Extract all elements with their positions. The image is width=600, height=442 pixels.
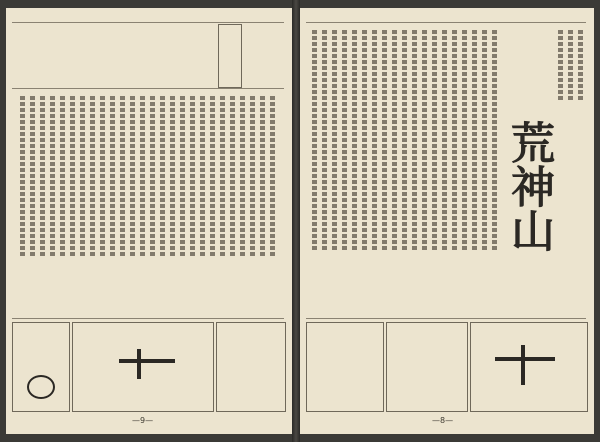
right-cast-column (422, 30, 427, 250)
left-text-column (110, 96, 115, 256)
title-main: 荒神山 (503, 120, 554, 252)
right-cast-column (342, 30, 347, 250)
right-cast-column (462, 30, 467, 250)
right-cast-column (492, 30, 497, 250)
right-cast-column (362, 30, 367, 250)
right-cast-column (432, 30, 437, 250)
left-text-column (100, 96, 105, 256)
right-cast-column (332, 30, 337, 250)
left-text-column (90, 96, 95, 256)
right-ad-rule (306, 318, 586, 319)
right-cast-column (382, 30, 387, 250)
left-text-column (20, 96, 25, 256)
left-text-column (230, 96, 235, 256)
left-text-column (80, 96, 85, 256)
left-rule-header (12, 88, 284, 89)
right-cast-column (482, 30, 487, 250)
left-rule-top (12, 22, 284, 23)
ad-restaurant-3 (386, 322, 468, 412)
left-text-column (40, 96, 45, 256)
right-cast-column (312, 30, 317, 250)
right-credit-column (568, 30, 573, 102)
left-text-column (240, 96, 245, 256)
right-cast-column (322, 30, 327, 250)
left-text-column (50, 96, 55, 256)
right-cast-column (472, 30, 477, 250)
right-cast-column (442, 30, 447, 250)
left-text-column (220, 96, 225, 256)
right-credit-column (558, 30, 563, 102)
ad-hiroshima (306, 322, 384, 412)
ad-tea-house (12, 322, 70, 412)
ad-tea-house-mark (27, 375, 55, 399)
left-text-column (170, 96, 175, 256)
right-rule-top (306, 22, 586, 23)
left-text-column (130, 96, 135, 256)
right-cast-column (372, 30, 377, 250)
left-page-number: —9— (132, 416, 154, 425)
right-cast-column (412, 30, 417, 250)
left-text-column (140, 96, 145, 256)
ad-restaurant-1-mark (137, 349, 141, 379)
ad-restaurant-2 (216, 322, 286, 412)
right-credit-column (578, 30, 583, 102)
left-text-column (260, 96, 265, 256)
right-cast-column (452, 30, 457, 250)
left-page (6, 8, 292, 434)
left-text-column (180, 96, 185, 256)
right-page-number: —8— (432, 416, 454, 425)
left-text-column (70, 96, 75, 256)
left-text-column (200, 96, 205, 256)
gutter (292, 0, 300, 442)
right-cast-column (402, 30, 407, 250)
left-header-box (218, 24, 242, 88)
ad-cafe-3 (470, 322, 588, 412)
left-text-column (190, 96, 195, 256)
ad-restaurant-1 (72, 322, 214, 412)
ad-cafe-3-mark (495, 357, 555, 361)
left-text-column (60, 96, 65, 256)
right-cast-column (352, 30, 357, 250)
left-text-column (30, 96, 35, 256)
ad-restaurant-1-mark (119, 359, 175, 363)
left-ad-rule (12, 318, 284, 319)
left-text-column (120, 96, 125, 256)
left-text-column (250, 96, 255, 256)
left-text-column (160, 96, 165, 256)
left-text-column (150, 96, 155, 256)
left-text-column (210, 96, 215, 256)
right-cast-column (392, 30, 397, 250)
right-page (300, 8, 594, 434)
ad-cafe-3-mark (521, 345, 525, 385)
left-text-column (270, 96, 275, 256)
